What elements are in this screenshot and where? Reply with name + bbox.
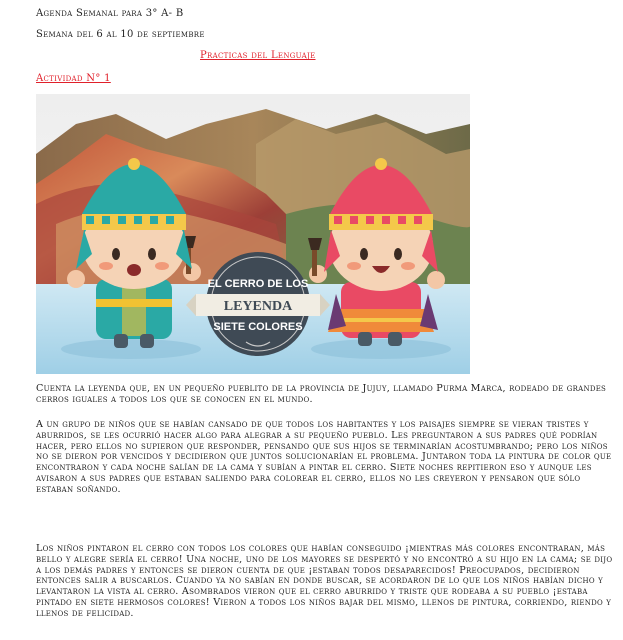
week-range: Semana del 6 al 10 de septiembre [36, 29, 205, 40]
subject-heading: Practicas del Lenguaje [200, 50, 316, 61]
paragraph-intro: Cuenta la leyenda que, en un pequeño pueblito de la provincia de Jujuy, llamado Purma Marca, rodeado de grandes cerros iguales a todos los que se conocen en el mundo. [36, 383, 607, 405]
badge-line1: EL CERRO DE LOS [207, 278, 309, 290]
paragraph-children: A un grupo de niños que se habían cansado de que todos los habitantes y los paisajes siempre se vieran tristes y aburridos, se les ocurrió hacer algo para alegrar a su pequeño pueblo. Les preguntaron a sus padres qué podrían hacer, pero ellos no supieron que responder, pensando que sus hijos se terminarían acostumbrando; pero los niños no se dieron por vencidos y decidieron que juntos solucionarían el problema. Juntaron toda la pintura de color que encontraron y cada noche salían de la cama y subían a pintar el cerro. Siete noches repitieron eso y aunque les avisaron a sus padres que estaban saliendo para colorear el cerro, ellos no les creyeron y pensaron que sólo estaban soñando. [36, 419, 612, 495]
agenda-title: Agenda Semanal para 3° A- B [36, 8, 184, 19]
legend-illustration [36, 94, 470, 374]
paragraph-painting: Los niños pintaron el cerro con todos los colores que habían conseguido ¡mientras más colores encontraran, más bello y alegre sería el cerro! Una noche, uno de los mayores se despertó y no encontró a su hijo en la cama; se dijo a los demás padres y entonces se dieron cuenta de que ¡estaban todos desaparecidos! Preocupados, decidieron entonces salir a buscarlos. Cuando ya no sabían en donde buscar, se acordaron de lo que los niños habían dicho y levantaron la vista al cerro. Asombrados vieron que el cerro aburrido y triste que rodeaba a su pueblo ¡estaba pintado en siete hermosos colores! Vieron a todos los niños bajar del mismo, llenos de pintura, corriendo, riendo y llenos de felicidad. [36, 543, 613, 619]
cerro-siete-colores-picture [36, 94, 470, 374]
activity-heading: Actividad N° 1 [36, 73, 111, 84]
badge-line2: LEYENDA [223, 299, 293, 314]
badge-line3: SIETE COLORES [213, 321, 303, 333]
